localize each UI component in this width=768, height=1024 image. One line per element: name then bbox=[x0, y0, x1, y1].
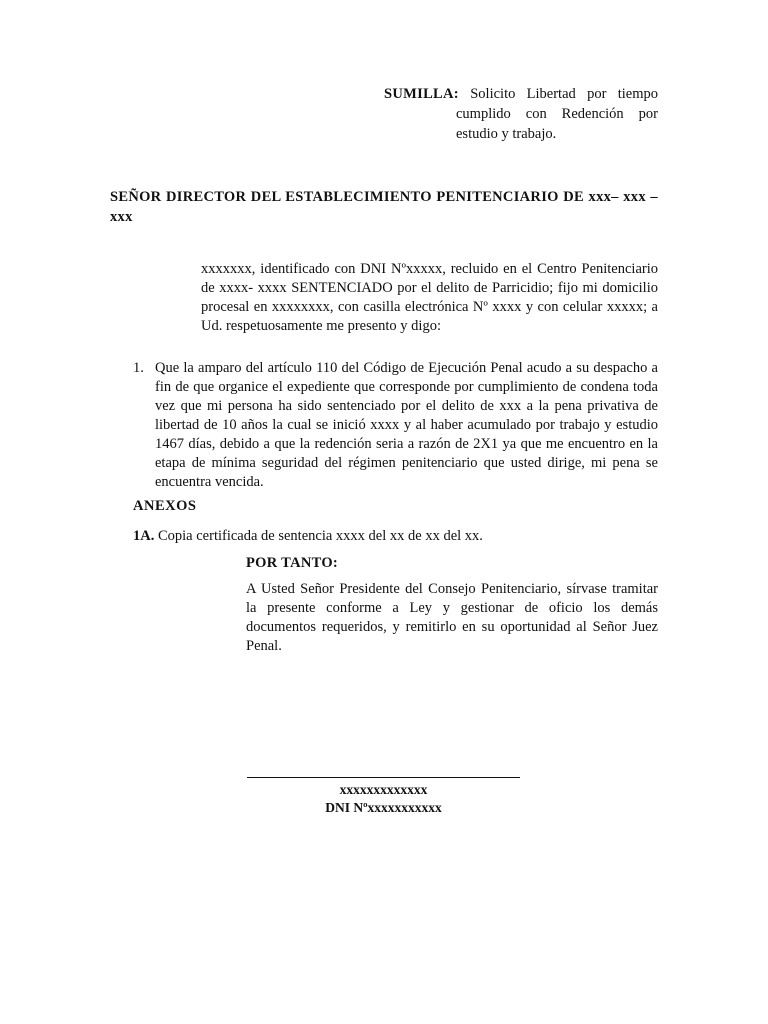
anexos-heading: ANEXOS bbox=[133, 498, 197, 514]
sumilla-first-line bbox=[384, 84, 658, 104]
anexo-text: Copia certificada de sentencia xxxx del xx de xx del xx. bbox=[157, 528, 483, 544]
signature-name: xxxxxxxxxxxxx bbox=[339, 782, 428, 797]
sumilla-label: SUMILLA: bbox=[384, 86, 459, 102]
sumilla-first-text: Solicito Libertad por tiempo bbox=[470, 86, 658, 102]
anexo-item bbox=[133, 526, 658, 546]
petition-number: 1. bbox=[133, 360, 144, 376]
por-tanto-heading: POR TANTO: bbox=[246, 555, 339, 571]
sumilla-rest-text: cumplido con Redención por estudio y trabajo. bbox=[456, 106, 658, 142]
petition-text: Que la amparo del artículo 110 del Código de Ejecución Penal acudo a su despacho a fin de que organice el expediente que corresponde por cumplimiento de condena toda vez que mi persona ha sido sentenciado por el delito de xxx a la pena privativa de libertad de 10 años la cual se inició xxxx y al haber acumulado por trabajo y estudio 1467 días, debido a que la redención seria a razón de 2X1 ya que me encuentro en la etapa de mínima seguridad del régimen penitenciario que usted dirige, mi pena se encuentra vencida. bbox=[155, 360, 658, 490]
por-tanto-paragraph: A Usted Señor Presidente del Consejo Penitenciario, sírvase tramitar la presente conforme a Ley y gestionar de oficio los demás documentos requeridos, y remitirlo en su oportunidad al Señor Juez Penal. bbox=[246, 581, 658, 654]
anexo-code: 1A. bbox=[133, 528, 155, 544]
signature-line bbox=[247, 777, 520, 778]
sumilla-block bbox=[384, 84, 658, 144]
signature-dni: DNI Nºxxxxxxxxxxx bbox=[325, 800, 442, 815]
petition-item bbox=[133, 359, 658, 492]
addressee-heading: SEÑOR DIRECTOR DEL ESTABLECIMIENTO PENITENCIARIO DE xxx– xxx – xxx bbox=[110, 189, 658, 225]
intro-paragraph: xxxxxxx, identificado con DNI Nºxxxxx, recluido en el Centro Penitenciario de xxxx- xxxx SENTENCIADO por el delito de Parricidio; fijo mi domicilio procesal en xxxxxxxx, con casilla electrónica Nº xxxx y con celular xxxxx; a Ud. respetuosamente me presento y digo: bbox=[201, 261, 658, 334]
